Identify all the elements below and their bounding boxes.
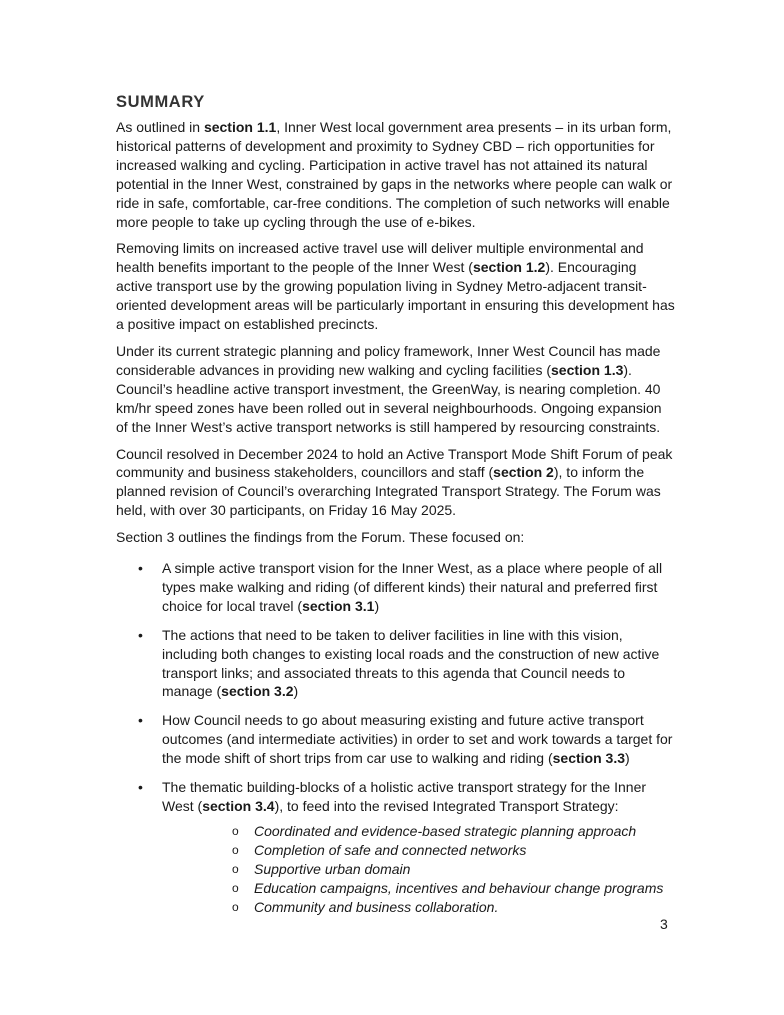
paragraph-text: ). Council’s headline active transport investment, the GreenWay, is nearing completion. 40 km/hr speed zones have been rolled out in several neighbourhoods. Ongoing expansion of the Inner West’s active transport networks is still hampered by resourcing constraints. <box>116 361 662 435</box>
bullet-icon: • <box>138 560 143 577</box>
section-reference: section 3.4 <box>202 798 275 814</box>
paragraph-text: Council resolved in December 2024 to hold an Active Transport Mode Shift Forum of peak community and business stakeholders, councillors and staff ( <box>116 445 673 481</box>
hollow-bullet-icon: o <box>232 823 239 838</box>
section-reference: section 2 <box>493 464 554 481</box>
list-item-text: ), to feed into the revised Integrated Transport Strategy: <box>274 798 619 814</box>
list-item <box>116 559 676 616</box>
sub-list-item <box>162 860 676 879</box>
section-heading: SUMMARY <box>116 93 205 111</box>
list-item <box>116 711 676 768</box>
findings-list <box>116 559 676 916</box>
list-item-text: ) <box>374 597 380 614</box>
sub-list-item-text: Education campaigns, incentives and behaviour change programs <box>254 879 664 896</box>
bullet-icon: • <box>138 779 143 796</box>
paragraph-text: , Inner West local government area presents – in its urban form, historical patterns of development and proximity to Sydney CBD – rich opportunities for increased walking and cycling. Participation in active travel has not attained its natural potential in the Inner West, constrained by gaps in the networks where people can walk or ride in safe, comfortable, car-free conditions. The completion of such networks will enable more people to take up cycling through the use of e-bikes. <box>116 119 673 230</box>
sub-list-item-text: Completion of safe and connected networks <box>254 841 527 858</box>
list-item <box>116 778 676 916</box>
page-number: 3 <box>660 916 668 932</box>
sub-list-item-text: Coordinated and evidence-based strategic planning approach <box>254 822 637 839</box>
sub-list-item <box>162 841 676 860</box>
bullet-icon: • <box>138 712 143 729</box>
bullet-icon: • <box>138 626 143 643</box>
hollow-bullet-icon: o <box>232 880 239 895</box>
sub-list-item-text: Community and business collaboration. <box>254 898 499 915</box>
paragraph-forum <box>116 445 676 521</box>
list-item-text: How Council needs to go about measuring existing and future active transport outcomes (and intermediate activities) in order to set and work towards a target for the mode shift of short trips from car use to walking and riding ( <box>162 712 673 767</box>
section-reference: section 3.1 <box>302 597 375 614</box>
paragraph-text: Removing limits on increased active travel use will deliver multiple environmental and health benefits important to the people of the Inner West ( <box>116 240 644 276</box>
paragraph-text: As outlined in <box>116 119 204 135</box>
paragraph-text: ). Encouraging active transport use by the growing population living in Sydney Metro-adjacent transit-oriented development areas will be particularly important in ensuring this development has a positive impact on established precincts. <box>116 259 675 333</box>
sub-list-item <box>162 898 676 917</box>
paragraph-text: Under its current strategic planning and policy framework, Inner West Council has made considerable advances in providing new walking and cycling facilities ( <box>116 342 661 378</box>
list-item-text: ) <box>293 683 299 700</box>
section-reference: section 1.1 <box>203 119 277 135</box>
sub-list-item <box>162 879 676 898</box>
list-item <box>116 626 676 702</box>
paragraph-findings-intro: Section 3 outlines the findings from the Forum. These focused on: <box>116 529 525 546</box>
paragraph-intro <box>116 118 676 231</box>
paragraph-benefits <box>116 239 676 334</box>
list-item-text: The actions that need to be taken to deliver facilities in line with this vision, including both changes to existing local roads and the construction of new active transport links; and associated threats to this agenda that Council needs to manage ( <box>162 626 660 700</box>
section-reference: section 3.2 <box>221 683 294 700</box>
document-page <box>116 92 676 926</box>
list-item-text: A simple active transport vision for the Inner West, as a place where people of all types make walking and riding (of different kinds) their natural and preferred first choice for local travel ( <box>162 560 663 614</box>
sub-list-item <box>162 822 676 841</box>
list-item-text: ) <box>625 750 630 767</box>
section-reference: section 1.3 <box>551 361 624 378</box>
hollow-bullet-icon: o <box>232 842 239 857</box>
building-blocks-list <box>162 822 676 917</box>
section-reference: section 3.3 <box>552 750 625 767</box>
hollow-bullet-icon: o <box>232 899 239 914</box>
section-reference: section 1.2 <box>472 259 546 276</box>
hollow-bullet-icon: o <box>232 861 239 876</box>
sub-list-item-text: Supportive urban domain <box>254 860 411 877</box>
paragraph-text: ), to inform the planned revision of Council’s overarching Integrated Transport Strategy. The Forum was held, with over 30 participants, on Friday 16 May 2025. <box>116 464 661 519</box>
paragraph-framework <box>116 342 676 437</box>
list-item-text: The thematic building-blocks of a holistic active transport strategy for the Inner West ( <box>162 779 647 814</box>
